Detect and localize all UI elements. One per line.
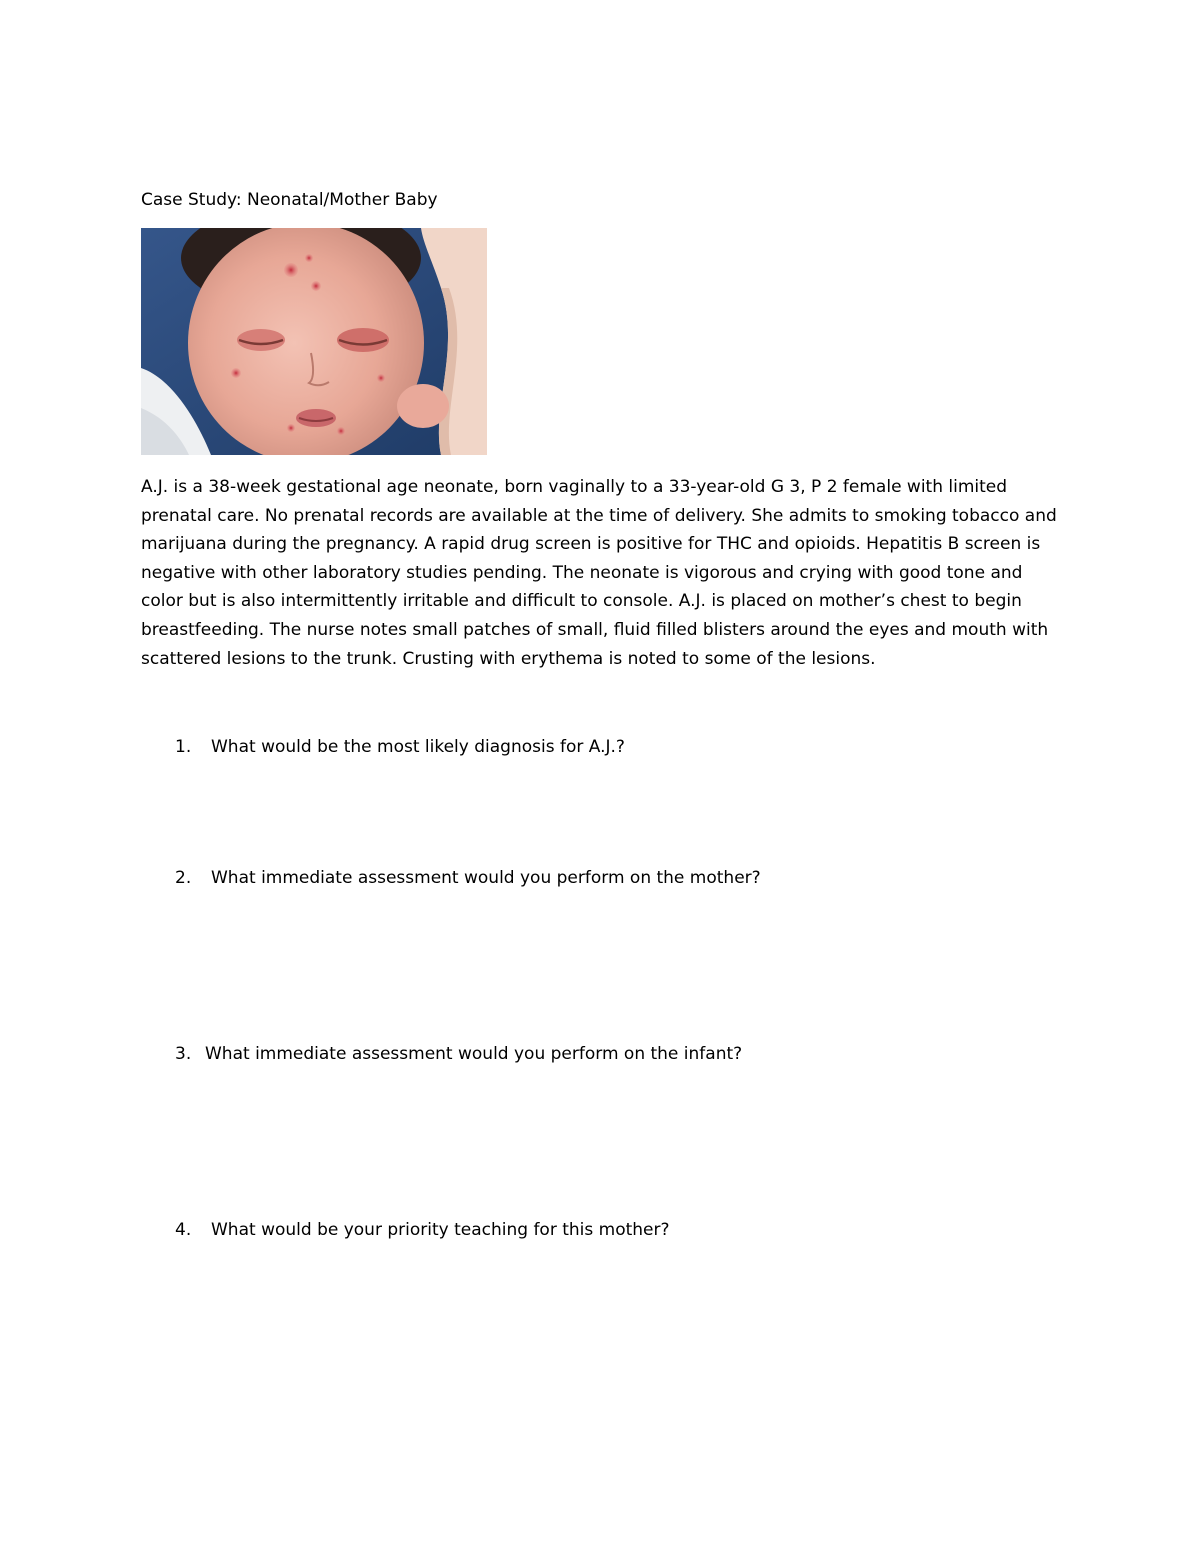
question-text: What immediate assessment would you perform on the infant? [205, 1044, 743, 1064]
question-number: 2. [175, 868, 192, 888]
question-number: 1. [175, 737, 192, 757]
question-number: 4. [175, 1220, 192, 1240]
question-2 [141, 866, 1041, 890]
question-text: What immediate assessment would you perform on the mother? [211, 868, 761, 888]
neonate-photo [141, 228, 487, 455]
question-text: What would be your priority teaching for this mother? [211, 1220, 670, 1240]
question-1 [141, 735, 1041, 759]
question-3 [141, 1042, 1041, 1066]
question-4 [141, 1218, 1041, 1242]
question-number: 3. [175, 1044, 192, 1064]
document-title: Case Study: Neonatal/Mother Baby [141, 190, 438, 210]
question-text: What would be the most likely diagnosis for A.J.? [211, 737, 625, 757]
case-description: A.J. is a 38-week gestational age neonate, born vaginally to a 33-year-old G 3, P 2 female with limited prenatal care. No prenatal records are available at the time of delivery. She admits to smoking tobacco and marijuana during the pregnancy. A rapid drug screen is positive for THC and opioids. Hepatitis B screen is negative with other laboratory studies pending. The neonate is vigorous and crying with good tone and color but is also intermittently irritable and difficult to console. A.J. is placed on mother’s chest to begin breastfeeding. The nurse notes small patches of small, fluid filled blisters around the eyes and mouth with scattered lesions to the trunk. Crusting with erythema is noted to some of the lesions. [141, 477, 1057, 669]
